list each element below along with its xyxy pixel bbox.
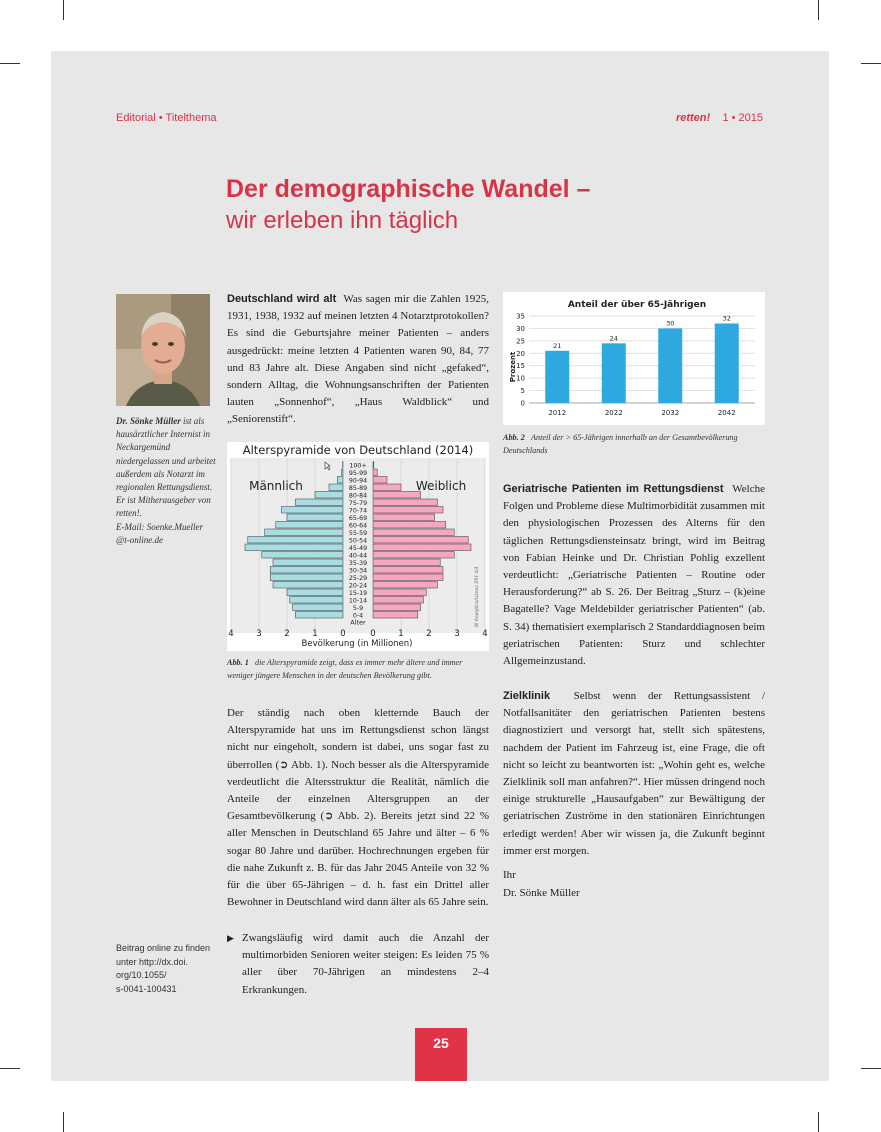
pyramid-age-label: 100+ [349,462,367,470]
pyramid-bar-male [248,537,343,544]
share-bar [545,351,569,403]
pyramid-bar-male [287,514,343,521]
pyramid-age-label: 70-74 [348,507,368,515]
share-bar [658,328,682,403]
author-email-line1: E-Mail: Soenke.Mueller [116,521,203,532]
pyramid-age-label: 65-69 [348,515,368,522]
author-bio-text: ist als hausärztlicher Internist in Neckargemünd niedergelassen und arbeitet außerdem als Notarzt im regionalen Rettungsdienst. Er ist Mitherausgeber von retten!. [116,416,216,519]
pyramid-age-label: 20-24 [348,582,368,590]
figure2-caption [503,431,765,457]
share-y-tick-label: 30 [516,324,525,333]
pyramid-chart [227,442,489,651]
pyramid-bar-male [287,589,343,596]
pyramid-age-label: 10-14 [348,597,368,605]
share-x-tick-label: 2012 [548,409,567,417]
pyramid-y-axis-label: Alter [350,618,366,627]
pyramid-bar-male [281,507,343,514]
paragraph-text: Der ständig nach oben kletternde Bauch der Alterspyramide hat uns im Rettungsdienst schon längst nicht nur eingeholt, sondern ist dabei, uns sogar fast zu überrollen (➲ Abb. 1). Noch besser als die Alterspyramide verdeutlicht die Altersstruktur die Realität, nämlich die Anteile der einzelnen Altersgruppen an der Gesamtbevölkerung (➲ Abb. 2). Bereits jetzt sind 22 % aller Menschen in Deutschland 65 Jahre und älter – 6 % sogar 80 Jahre und darüber. Hochrechnungen ergeben für die nahe Zukunft z. B. für das Jahr 2045 Anteile von 32 % für die über 65-Jährigen – d. h. fast ein Drittel aller Bewohner in Deutschland wird dann älter als 65 Jahre sein. [227,707,489,909]
pyramid-age-label: 45-49 [348,545,368,552]
crop-mark [0,63,20,64]
pyramid-bar-female [373,552,454,559]
pyramid-bar-female [373,529,454,536]
share-y-tick-label: 25 [516,337,525,346]
pyramid-bar-male [295,612,343,619]
online-note-line: Beitrag online zu finden [116,943,211,953]
share-data-label: 21 [553,341,562,350]
pyramid-bar-female [373,544,471,551]
pyramid-bar-female [373,537,468,544]
caption-text: die Alterspyramide zeigt, dass es immer mehr ältere und immer weniger jüngere Menschen in der deutschen Bevölkerung gibt. [227,658,463,680]
share-chart [503,292,765,425]
pyramid-bar-female [373,567,443,574]
share-chart-title: Anteil der über 65-Jährigen [567,300,707,310]
online-note-line: org/10.1055/ [116,970,167,980]
pyramid-legend-male: Männlich [249,479,303,493]
pyramid-age-label: 0-4 [352,612,364,620]
pyramid-tick-label: 0 [370,629,376,639]
journal-name: retten! [675,112,711,124]
signature-name: Dr. Sönke Müller [503,887,580,899]
pyramid-age-label: 5-9 [352,605,364,612]
pyramid-x-axis-label: Bevölkerung (in Millionen) [301,639,413,649]
signature-greeting: Ihr [503,869,516,881]
share-data-label: 24 [609,334,618,343]
pyramid-age-label: 50-54 [348,537,368,545]
pyramid-bar-male [293,604,343,611]
share-data-label: 30 [666,319,675,328]
pyramid-bar-female [373,469,377,476]
pyramid-bar-female [373,582,437,589]
share-y-tick-label: 35 [516,312,525,321]
pyramid-bar-female [373,499,437,506]
caption-text: Anteil der > 65-Jährigen innerhalb an der Gesamtbevölkerung Deutschlands [503,433,738,455]
pyramid-bar-female [373,559,440,566]
running-header-left: Editorial • Titelthema [116,112,217,124]
crop-mark [0,1068,20,1069]
online-note-line: unter http://dx.doi. [116,956,189,967]
share-y-axis-label: Prozent [509,351,517,383]
pyramid-bar-male [337,477,343,484]
pyramid-bar-male [265,529,343,536]
pyramid-age-label: 85-89 [348,485,368,492]
pyramid-bar-female [373,522,446,529]
triangle-bullet-icon: ▶ [227,933,234,943]
issue-label: 1 • 2015 [722,112,763,124]
caption-label: Abb. 2 [503,433,525,442]
crop-mark [818,1112,819,1132]
share-y-tick-label: 0 [520,399,525,408]
paragraph-lead: Zielklinik [503,690,551,702]
pyramid-bar-male [270,567,343,574]
pyramid-tick-label: 4 [482,629,488,639]
pyramid-bar-female [373,462,374,469]
paragraph-lead: Deutschland wird alt [227,293,337,305]
author-name: Dr. Sönke Müller [116,416,181,426]
bullet-point [227,930,489,999]
pyramid-bar-female [373,612,418,619]
paragraph-text: Was sagen mir die Zahlen 1925, 1931, 1938, 1932 auf meinen letzten 4 Notarztprotokollen? Es sind die Geburtsjahre meiner Patienten – anders ausgedrückt: meine letzten 4 Patienten waren 90, 84, 77 und 83 Jahre alt. Diese Angaben sind nicht „gefaked“, sondern Alltag, die Wohnungsanschriften der Patienten lauten „Sonnenhof“, „Haus Waldblick“ und „Seniorenstift“. [227,293,489,426]
share-x-tick-label: 2042 [717,409,736,417]
page-number: 25 [415,1028,467,1081]
section-label: Editorial [116,112,156,124]
pyramid-bar-male [342,469,343,476]
pyramid-bar-male [262,552,343,559]
pyramid-legend-female: Weiblich [415,479,467,493]
pyramid-age-label: 80-84 [348,492,368,500]
pyramid-tick-label: 1 [312,629,318,639]
pyramid-age-label: 15-19 [348,590,368,597]
paragraph-lead: Geriatrische Patienten im Rettungsdienst [503,483,724,495]
pyramid-title: Alterspyramide von Deutschland (2014) [242,443,474,457]
pyramid-tick-label: 0 [340,629,346,639]
crop-mark [63,0,64,20]
crop-mark [861,1068,881,1069]
pyramid-bar-male [273,559,343,566]
share-y-tick-label: 20 [516,349,525,358]
pyramid-bar-male [329,484,343,491]
author-photo [116,294,210,406]
pyramid-bar-female [373,477,387,484]
pyramid-credit: Bl Analytics/Lizenz ZRF 4/4 [475,566,480,627]
share-bar [715,323,739,403]
share-y-tick-label: 5 [520,387,525,396]
pyramid-age-label: 75-79 [348,500,368,507]
pyramid-bar-female [373,597,423,604]
pyramid-age-label: 95-99 [348,470,368,477]
pyramid-age-label: 60-64 [348,522,368,530]
pyramid-bar-female [373,507,443,514]
article-subtitle: wir erleben ihn täglich [226,207,459,234]
figure-share-over-65 [503,292,765,425]
share-x-tick-label: 2032 [661,409,680,417]
pyramid-bar-female [373,574,443,581]
bullet-text: Zwangsläufig wird damit auch die Anzahl der multimorbiden Senioren weiter steigen: Es leiden 75 % aller über 70-Jährigen an mindestens 2–4 Erkrankungen. [242,932,489,996]
share-y-tick-label: 10 [516,374,525,383]
pyramid-age-label: 40-44 [348,552,368,560]
pyramid-age-label: 90-94 [348,477,368,485]
subsection-label: Titelthema [165,112,217,124]
page [51,51,829,1081]
paragraph-text: Selbst wenn der Rettungsassistent / Notfallsanitäter den geriatrischen Patienten bestens diagnostiziert und versorgt hat, stellt sich spätestens, nachdem der Patient im Fahrzeug ist, eine Frage, die oft nicht so leicht zu beantworten ist: „Wohin geht es, welche Zielklinik soll man anfahren?“. Hier müssen dringend noch einige strukturelle „Hausaufgaben“ zur Bewältigung der geriatrischen Zuströme in den stationären Einrichtungen erledigt werden! Aber wir wissen ja, die Zukunft beginnt immer erst morgen. [503,690,766,857]
crop-mark [63,1112,64,1132]
paragraph-text: Welche Folgen und Probleme diese Multimorbidität zusammen mit den physiologischen Prozessen des Alterns für den täglichen Rettungsdiensteinsatz bringt, wird im Beitrag von Fabian Heinke und Dr. Christian Pohlig exzellent verdeutlicht: „Geriatrische Patienten – Routine oder Herausforderung?“ ab S. 26. Der Beitrag „Sturz – (k)eine Bagatelle? Vage Meldebilder geriatrischer Patienten“ (ab. S. 34) thematisiert exemplarisch 2 Standarddiagnosen beim geriatrischen Patienten: Sturz und schlechter Allgemeinzustand. [503,483,765,668]
pyramid-age-label: 25-29 [348,575,368,582]
pyramid-age-label: 30-34 [348,567,368,575]
author-portrait-image [116,294,210,406]
share-y-tick-label: 15 [516,362,525,371]
pyramid-tick-label: 2 [426,629,432,639]
figure1-caption [227,656,489,682]
doi-link[interactable]: s-0041-100431 [116,983,177,994]
crop-mark [861,63,881,64]
share-data-label: 32 [722,314,731,323]
figure-population-pyramid [227,442,489,651]
pyramid-bar-male [273,582,343,589]
pyramid-age-label: 55-59 [348,530,368,537]
author-email-line2: @t-online.de [116,534,164,545]
pyramid-age-label: 35-39 [348,560,368,567]
pyramid-bar-male [315,492,343,499]
pyramid-tick-label: 3 [256,629,262,639]
pyramid-tick-label: 4 [228,629,234,639]
running-header-right [676,112,763,124]
pyramid-tick-label: 1 [398,629,404,639]
pyramid-bar-female [373,484,401,491]
pyramid-bar-female [373,589,426,596]
article-title: Der demographische Wandel – [226,175,591,203]
pyramid-bar-female [373,514,435,521]
share-bar [602,343,626,403]
paragraph-pyramid [227,705,489,911]
caption-label: Abb. 1 [227,658,249,667]
pyramid-bar-male [290,597,343,604]
paragraph-geriatric [503,481,765,670]
paragraph-intro [227,291,489,429]
signature [503,866,765,902]
pyramid-bar-male [270,574,343,581]
crop-mark [818,0,819,20]
pyramid-bar-male [245,544,343,551]
pyramid-bar-female [373,604,421,611]
pyramid-tick-label: 2 [284,629,290,639]
online-note [116,942,216,996]
share-x-tick-label: 2022 [604,409,623,417]
pyramid-bar-male [276,522,343,529]
author-bio [116,415,216,547]
paragraph-target-clinic [503,688,765,860]
pyramid-tick-label: 3 [454,629,460,639]
pyramid-bar-female [373,492,421,499]
pyramid-bar-male [295,499,343,506]
